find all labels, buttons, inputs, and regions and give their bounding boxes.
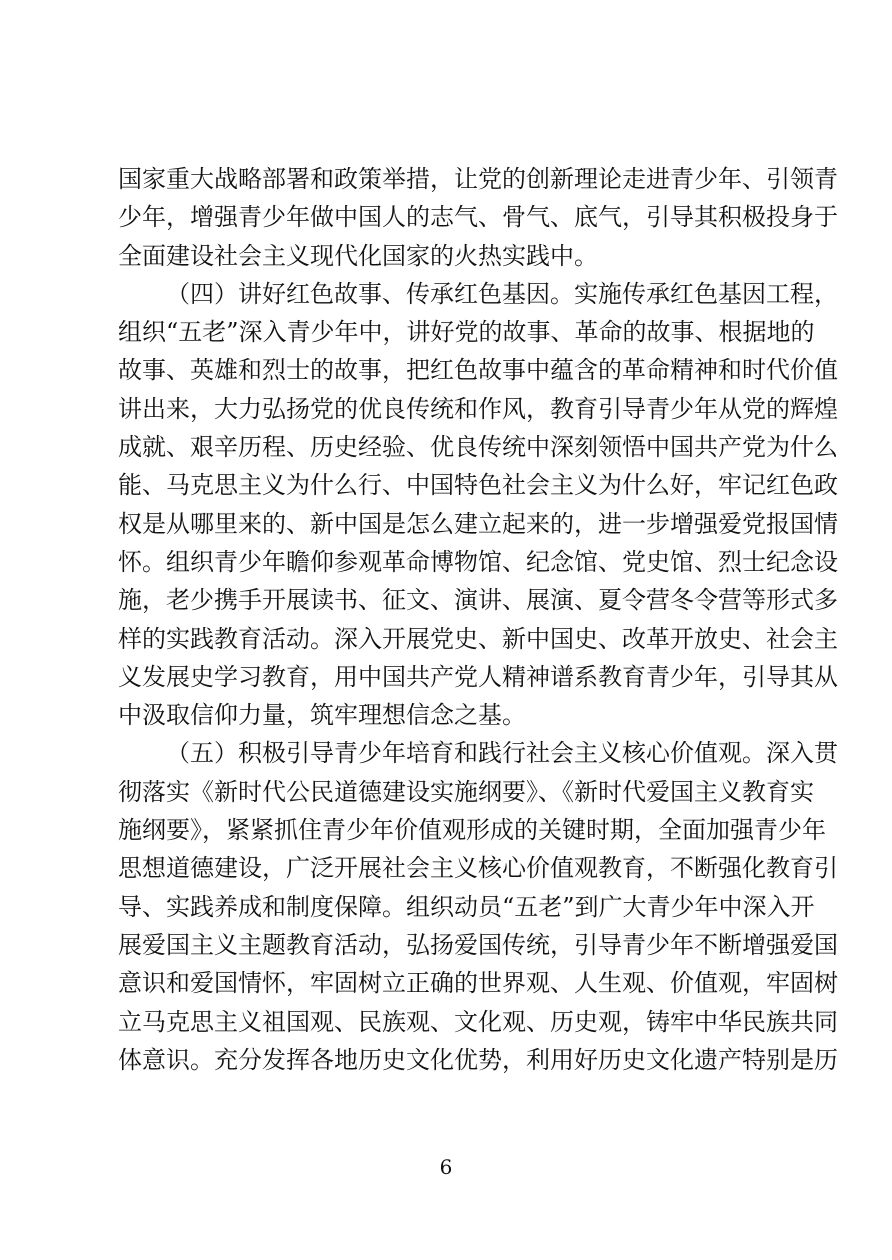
text-line-24: 体意识。充分发挥各地历史文化优势，利用好历史文化遗产特别是历 xyxy=(118,1045,838,1074)
text-line-11: 怀。组织青少年瞻仰参观革命博物馆、纪念馆、党史馆、烈士纪念设 xyxy=(118,547,838,576)
text-line-20: 导、实践养成和制度保障。组织动员“五老”到广大青少年中深入开 xyxy=(118,892,815,921)
text-line-12: 施，老少携手开展读书、征文、演讲、展演、夏令营冬令营等形式多 xyxy=(118,586,838,615)
text-line-1: 国家重大战略部署和政策举措，让党的创新理论走进青少年、引领青 xyxy=(118,165,838,193)
text-line-7: 讲出来，大力弘扬党的优良传统和作风，教育引导青少年从党的辉煌 xyxy=(118,394,838,423)
text-line-22: 意识和爱国情怀，牢固树立正确的世界观、人生观、价值观，牢固树 xyxy=(118,969,838,998)
body-text xyxy=(118,160,838,1079)
text-line-19: 思想道德建设，广泛开展社会主义核心价值观教育，不断强化教育引 xyxy=(118,854,838,883)
text-line-9: 能、马克思主义为什么行、中国特色社会主义为什么好，牢记红色政 xyxy=(118,471,838,500)
text-line-14: 义发展史学习教育，用中国共产党人精神谱系教育青少年，引导其从 xyxy=(118,662,838,691)
text-line-6: 故事、英雄和烈士的故事，把红色故事中蕴含的革命精神和时代价值 xyxy=(118,356,838,385)
text-line-5: 组织“五老”深入青少年中，讲好党的故事、革命的故事、根据地的 xyxy=(118,318,815,347)
text-line-8: 成就、艰辛历程、历史经验、优良传统中深刻领悟中国共产党为什么 xyxy=(118,433,838,462)
text-line-23: 立马克思主义祖国观、民族观、文化观、历史观，铸牢中华民族共同 xyxy=(118,1007,838,1036)
text-line-2: 少年，增强青少年做中国人的志气、骨气、底气，引导其积极投身于 xyxy=(118,203,838,232)
text-line-4: （四）讲好红色故事、传承红色基因。实施传承红色基因工程， xyxy=(166,279,838,308)
page-number: 6 xyxy=(439,1155,453,1179)
text-line-13: 样的实践教育活动。深入开展党史、新中国史、改革开放史、社会主 xyxy=(118,624,838,653)
text-line-17: 彻落实《新时代公民道德建设实施纲要》、《新时代爱国主义教育实 xyxy=(118,777,814,806)
text-line-18: 施纲要》，紧紧抓住青少年价值观形成的关键时期，全面加强青少年 xyxy=(118,816,826,845)
text-line-16: （五）积极引导青少年培育和践行社会主义核心价值观。深入贯 xyxy=(166,739,838,768)
text-line-15: 中汲取信仰力量，筑牢理想信念之基。 xyxy=(118,701,526,730)
text-line-3: 全面建设社会主义现代化国家的火热实践中。 xyxy=(118,241,598,270)
text-line-10: 权是从哪里来的、新中国是怎么建立起来的，进一步增强爱党报国情 xyxy=(118,509,838,538)
text-line-21: 展爱国主义主题教育活动，弘扬爱国传统，引导青少年不断增强爱国 xyxy=(118,930,838,959)
